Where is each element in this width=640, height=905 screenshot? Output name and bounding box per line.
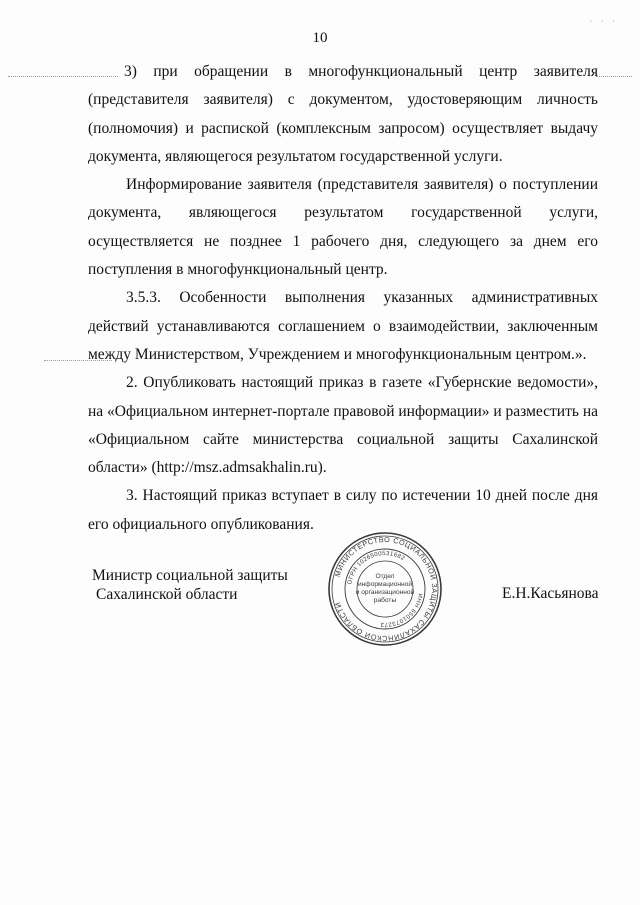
paragraph-publish: 2. Опубликовать настоящий приказ в газете «Губернские ведомости», на «Официальном интернет-портале правовой информации» и разместить на «Официальном сайте министерства социальной защиты Сахалинской области» (http://msz.admsakhalin.ru).	[88, 374, 598, 477]
seal-inner-line2: информационной	[357, 581, 413, 588]
page-number: 10	[312, 30, 328, 46]
document-body	[88, 58, 598, 539]
seal-inn: ИНН 6501073273	[380, 592, 423, 628]
official-seal	[326, 530, 444, 648]
paragraph-3-5-3: 3.5.3. Особенности выполнения указанных административных действий устанавливаются соглашением о взаимодействии, заключенным между Министерством, Учреждением и многофункциональным центром.».	[88, 289, 598, 363]
paragraph-item-3: 3) при обращении в многофункциональный центр заявителя (представителя заявителя) с документом, удостоверяющим личность (полномочия) и распиской (комплексным запросом) осуществляет выдачу документа, являющегося результатом государственной услуги.	[88, 63, 598, 165]
scan-artifact: · · ·	[589, 16, 618, 26]
paragraph-effective: 3. Настоящий приказ вступает в силу по истечении 10 дней после дня его официального опубликования.	[88, 487, 598, 533]
seal-inner-line1: Отдел	[375, 573, 395, 580]
signatory-name: Е.Н.Касьянова	[502, 585, 599, 602]
seal-icon	[326, 530, 444, 648]
scan-artifact	[596, 76, 632, 77]
seal-inner-line3: и организационной	[355, 589, 415, 596]
signatory-position-line1: Министр социальной защиты	[92, 567, 288, 584]
signatory-position-line2: Сахалинской области	[96, 586, 238, 603]
seal-outer-text: МИНИСТЕРСТВО СОЦИАЛЬНОЙ ЗАЩИТЫ САХАЛИНСКОЙ ОБЛАСТИ	[332, 534, 440, 644]
seal-ogrn: ОГРН 1026500531682	[347, 550, 406, 586]
svg-text:ОГРН 1026500531682	[347, 551, 406, 585]
paragraph-informing: Информирование заявителя (представителя заявителя) о поступлении документа, являющегося результатом государственной услуги, осуществляется не позднее 1 рабочего дня, следующего за днем его поступления в многофункциональный центр.	[88, 176, 598, 279]
seal-inner-line4: работы	[373, 597, 397, 604]
signatory-position	[92, 566, 288, 604]
